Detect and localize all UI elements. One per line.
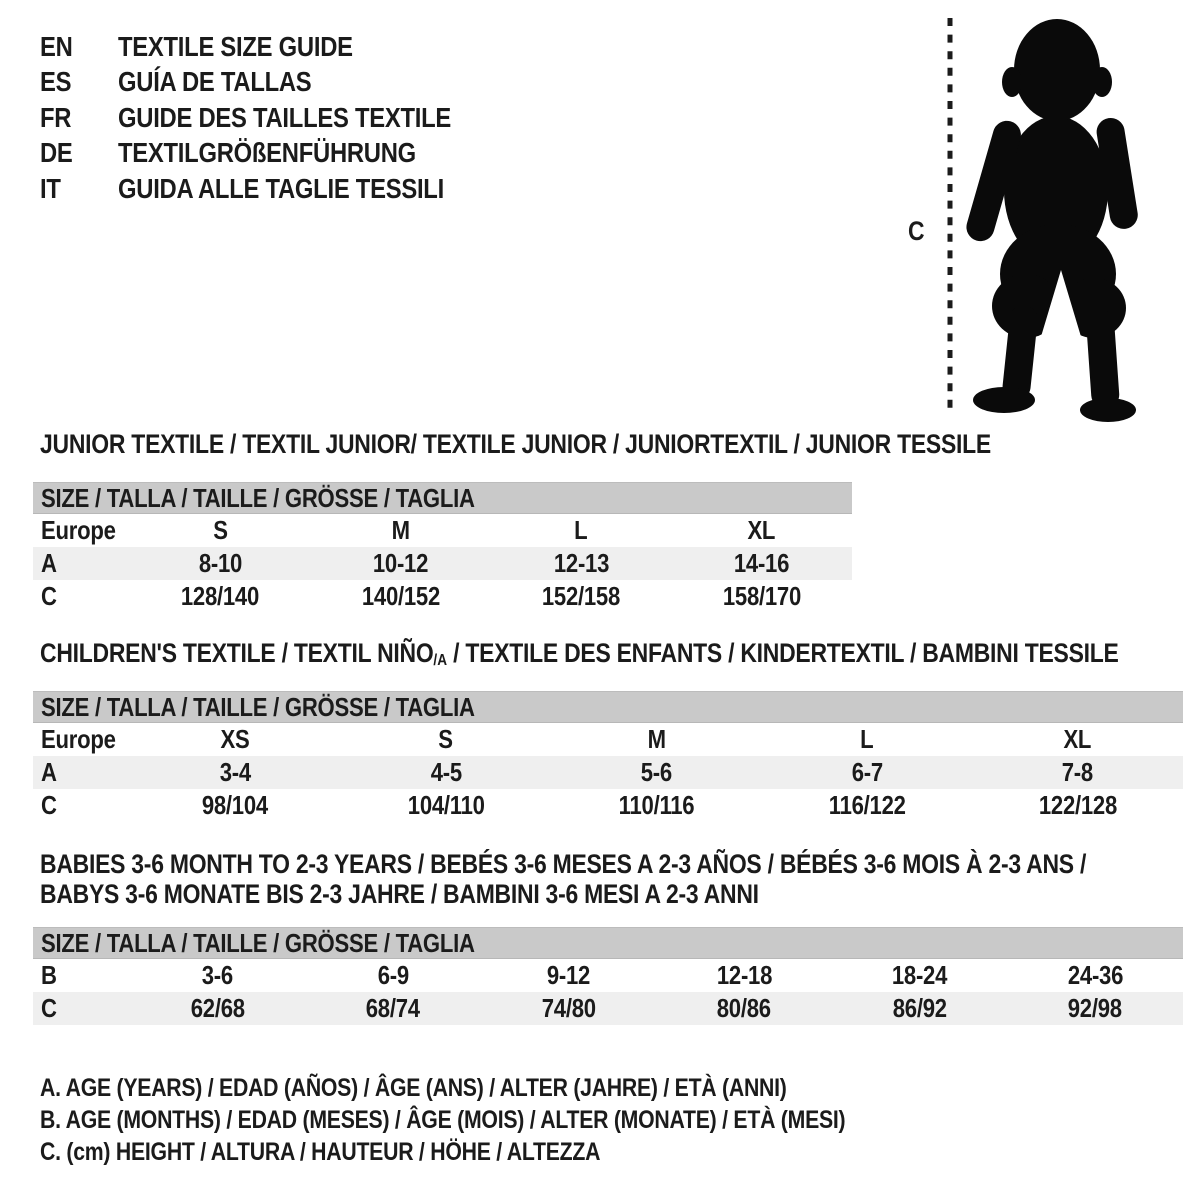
nino-a-subscript: /A: [433, 652, 448, 669]
section-title-line1: BABIES 3-6 MONTH TO 2-3 YEARS / BEBÉS 3-6 MESES A 2-3 AÑOS / BÉBÉS 3-6 MOIS À 2-3 ANS /: [40, 849, 1087, 879]
row-label: A: [41, 548, 57, 578]
language-title-list: [40, 29, 510, 207]
row-label: C: [41, 581, 57, 611]
table-row: [33, 959, 1183, 992]
guide-title-es: GUÍA DE TALLAS: [118, 66, 312, 98]
table-cell: 12-18: [716, 960, 772, 990]
toddler-silhouette-icon: [890, 8, 1150, 422]
table-cell: 74/80: [541, 993, 596, 1023]
language-code: FR: [40, 101, 72, 133]
table-cell: 80/86: [717, 993, 772, 1023]
guide-title-it: GUIDA ALLE TAGLIE TESSILI: [118, 172, 444, 204]
row-label: B: [41, 960, 57, 990]
table-cell: 98/104: [202, 790, 269, 820]
table-cell: 6-7: [851, 757, 883, 787]
size-header-text: SIZE / TALLA / TAILLE / GRÖSSE / TAGLIA: [41, 482, 475, 513]
table-cell: 68/74: [366, 993, 421, 1023]
size-header-bar: [33, 927, 1183, 959]
table-cell: 116/122: [828, 790, 906, 820]
table-row: [33, 580, 852, 613]
table-cell: 24-36: [1067, 960, 1123, 990]
table-row: [33, 514, 852, 547]
language-row: [40, 29, 510, 65]
table-cell: 122/128: [1038, 790, 1117, 820]
row-label: C: [41, 993, 57, 1023]
table-cell: S: [212, 515, 228, 545]
children-size-table: [33, 691, 1183, 822]
size-header-bar: [33, 691, 1183, 723]
table-cell: 8-10: [198, 548, 242, 578]
table-cell: 14-16: [734, 548, 790, 578]
table-cell: 104/110: [407, 790, 485, 820]
legend-line-c: C. (cm) HEIGHT / ALTURA / HAUTEUR / HÖHE / ALTEZZA: [40, 1138, 601, 1166]
table-cell: 5-6: [640, 757, 673, 787]
section-title-babies: [40, 849, 1200, 909]
language-row: [40, 100, 510, 136]
guide-title-en: TEXTILE SIZE GUIDE: [118, 30, 353, 62]
table-cell: M: [391, 515, 410, 545]
language-code: ES: [40, 66, 72, 98]
table-row: [33, 723, 1183, 756]
table-row: [33, 789, 1183, 822]
size-header-bar: [33, 482, 852, 514]
size-header-text: SIZE / TALLA / TAILLE / GRÖSSE / TAGLIA: [41, 927, 475, 958]
table-cell: 4-5: [430, 757, 462, 787]
legend-line-a: A. AGE (YEARS) / EDAD (AÑOS) / ÂGE (ANS) / ALTER (JAHRE) / ETÀ (ANNI): [40, 1074, 787, 1102]
height-marker-label: [908, 216, 927, 247]
table-cell: 6-9: [377, 960, 409, 990]
language-row: [40, 65, 510, 101]
table-cell: 92/98: [1068, 993, 1123, 1023]
table-cell: 128/140: [181, 581, 260, 611]
row-label: A: [41, 757, 57, 787]
measurement-legend: [40, 1072, 988, 1168]
table-cell: L: [574, 515, 588, 545]
row-label: C: [41, 790, 57, 820]
table-cell: 10-12: [373, 548, 429, 578]
table-cell: 12-13: [553, 548, 609, 578]
table-cell: 18-24: [892, 960, 948, 990]
table-cell: 86/92: [892, 993, 947, 1023]
table-cell: 152/158: [542, 581, 621, 611]
table-cell: 158/170: [722, 581, 801, 611]
table-cell: S: [438, 724, 454, 754]
table-cell: 7-8: [1062, 757, 1094, 787]
table-cell: 140/152: [361, 581, 440, 611]
size-header-text: SIZE / TALLA / TAILLE / GRÖSSE / TAGLIA: [41, 691, 475, 722]
legend-line-b: B. AGE (MONTHS) / EDAD (MESES) / ÂGE (MOIS) / ALTER (MONATE) / ETÀ (MESI): [40, 1106, 846, 1134]
table-cell: XS: [220, 724, 250, 754]
junior-size-table: [33, 482, 852, 613]
language-row: [40, 136, 510, 172]
table-cell: 9-12: [547, 960, 591, 990]
section-title-text: CHILDREN'S TEXTILE / TEXTIL NIÑO/A / TEXTILE DES ENFANTS / KINDERTEXTIL / BAMBINI TESSILE: [40, 638, 1119, 669]
row-label: Europe: [41, 724, 116, 754]
table-cell: XL: [747, 515, 776, 545]
height-marker-letter: C: [908, 216, 925, 246]
table-cell: 3-6: [202, 960, 234, 990]
table-cell: 62/68: [190, 993, 245, 1023]
table-row: [33, 992, 1183, 1025]
language-code: DE: [40, 137, 73, 169]
table-cell: 110/116: [618, 790, 695, 820]
language-code: IT: [40, 172, 61, 204]
language-code: EN: [40, 30, 73, 62]
row-label: Europe: [41, 515, 116, 545]
table-cell: L: [860, 724, 874, 754]
toddler-silhouette-figure: [890, 8, 1150, 422]
section-title-children: [40, 638, 1200, 676]
guide-title-de: TEXTILGRÖßENFÜHRUNG: [118, 137, 416, 169]
table-row: [33, 756, 1183, 789]
table-cell: XL: [1063, 724, 1092, 754]
section-title-text: JUNIOR TEXTILE / TEXTIL JUNIOR/ TEXTILE JUNIOR / JUNIORTEXTIL / JUNIOR TESSILE: [40, 429, 991, 459]
section-title-junior: [40, 429, 1159, 459]
table-cell: M: [647, 724, 666, 754]
table-cell: 3-4: [219, 757, 251, 787]
babies-size-table: [33, 927, 1183, 1025]
language-row: [40, 171, 510, 207]
guide-title-fr: GUIDE DES TAILLES TEXTILE: [118, 101, 452, 133]
section-title-line2: BABYS 3-6 MONATE BIS 2-3 JAHRE / BAMBINI 3-6 MESI A 2-3 ANNI: [40, 879, 759, 909]
table-row: [33, 547, 852, 580]
